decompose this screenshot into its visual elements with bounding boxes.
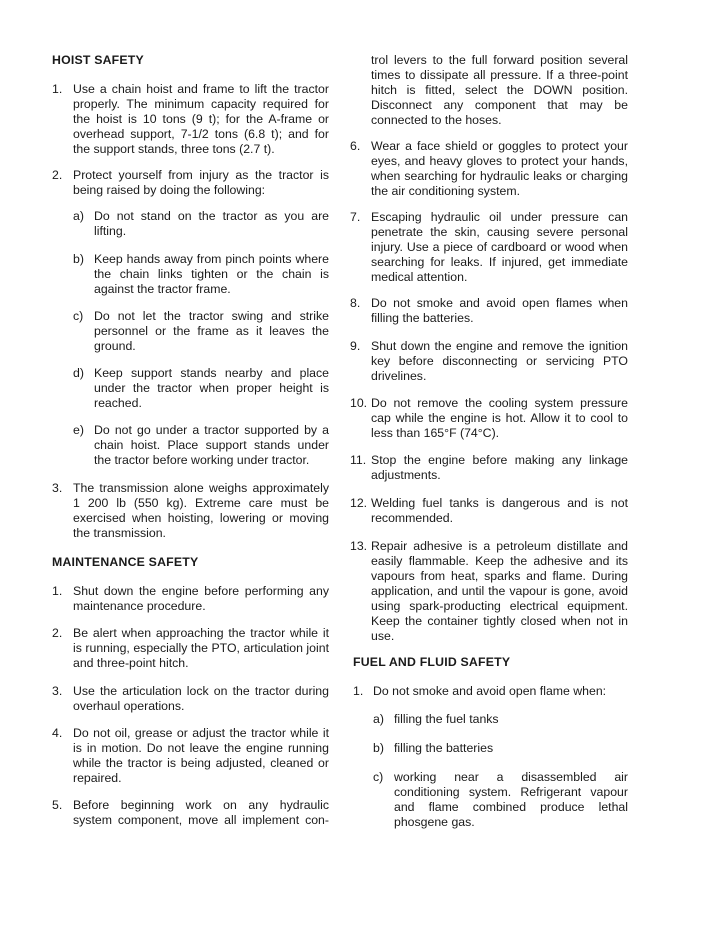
hoist-sub-d-text: Keep support stands nearby and place under the tractor when proper height is reached. — [94, 366, 329, 410]
hoist-item-1-number: 1. — [52, 82, 63, 96]
maint-item-1-number: 1. — [52, 584, 63, 598]
maint-item-10-number: 10. — [350, 396, 368, 410]
fuel-item-1-number: 1. — [353, 684, 364, 698]
hoist-sub-e-label: e) — [73, 423, 84, 437]
maint-item-9-number: 9. — [350, 339, 361, 353]
hoist-sub-c-text: Do not let the tractor swing and strike personnel or the frame as it leaves the ground. — [94, 309, 329, 353]
maint-item-12-number: 12. — [350, 496, 368, 510]
maint-item-3-number: 3. — [52, 684, 63, 698]
maint-item-6-number: 6. — [350, 139, 361, 153]
hoist-sub-b-label: b) — [73, 252, 84, 266]
maint-item-10-text: Do not remove the cooling system pressure cap while the engine is hot. Allow it to cool to less than 165°F (74°C). — [371, 396, 628, 440]
maint-item-5-continued: trol levers to the full forward position several times to dissipate all pressure. If a three-point hitch is fitted, select the DOWN position. Disconnect any component that may be connected to the hoses. — [371, 53, 628, 127]
fuel-sub-c-text: working near a disassembled air conditioning system. Refrigerant vapour and flame combined produce lethal phosgene gas. — [394, 770, 628, 829]
fuel-sub-a-text: filling the fuel tanks — [394, 712, 499, 726]
fuel-item-1-text: Do not smoke and avoid open flame when: — [373, 684, 607, 698]
maint-item-7-text: Escaping hydraulic oil under pressure can penetrate the skin, causing severe personal injury. Use a piece of cardboard or wood when searching for leaks. If injured, get immediate medical attention. — [371, 210, 628, 284]
hoist-sub-b-text: Keep hands away from pinch points where the chain links tighten or the chain is against the tractor frame. — [94, 252, 329, 296]
maint-item-8-number: 8. — [350, 296, 361, 310]
hoist-item-3-text: The transmission alone weighs approximately 1 200 lb (550 kg). Extreme care must be exercised when hoisting, lowering or moving the transmission. — [73, 481, 329, 540]
fuel-sub-b-label: b) — [373, 741, 384, 755]
maint-item-6-text: Wear a face shield or goggles to protect your eyes, and heavy gloves to protect your hands, when searching for hydraulic leaks or charging the air conditioning system. — [371, 139, 628, 198]
hoist-sub-e-text: Do not go under a tractor supported by a chain hoist. Place support stands under the tractor before working under tractor. — [94, 423, 329, 467]
maint-item-5-number: 5. — [52, 798, 63, 812]
hoist-item-3-number: 3. — [52, 481, 63, 495]
maint-item-9-text: Shut down the engine and remove the ignition key before disconnecting or servicing PTO drivelines. — [371, 339, 628, 383]
maint-item-4-number: 4. — [52, 726, 63, 740]
hoist-item-2-number: 2. — [52, 168, 63, 182]
hoist-sub-c-label: c) — [73, 309, 84, 323]
hoist-item-2-text: Protect yourself from injury as the tractor is being raised by doing the following: — [73, 168, 329, 197]
hoist-sub-a-label: a) — [73, 209, 84, 223]
maintenance-safety-heading: MAINTENANCE SAFETY — [52, 555, 199, 569]
maint-item-8-text: Do not smoke and avoid open flames when filling the batteries. — [371, 296, 628, 325]
hoist-item-1-text: Use a chain hoist and frame to lift the tractor properly. The minimum capacity required for the hoist is 10 tons (9 t); for the A-frame or overhead support, 7-1/2 tons (6.8 t); and for the support stands, three tons (2.7 t). — [73, 82, 329, 156]
maint-item-11-text: Stop the engine before making any linkage adjustments. — [371, 453, 628, 482]
fuel-sub-a-label: a) — [373, 712, 384, 726]
hoist-sub-d-label: d) — [73, 366, 84, 380]
maint-item-5-text: Before beginning work on any hydraulic system component, move all implement con- — [73, 798, 329, 827]
maint-item-2-number: 2. — [52, 626, 63, 640]
fuel-fluid-safety-heading: FUEL AND FLUID SAFETY — [353, 655, 511, 669]
maint-item-4-text: Do not oil, grease or adjust the tractor while it is in motion. Do not leave the engine running while the tractor is being adjusted, cleaned or repaired. — [73, 726, 329, 785]
maint-item-12-text: Welding fuel tanks is dangerous and is not recommended. — [371, 496, 628, 525]
maint-item-1-text: Shut down the engine before performing any maintenance procedure. — [73, 584, 329, 613]
fuel-sub-b-text: filling the batteries — [394, 741, 494, 755]
hoist-safety-heading: HOIST SAFETY — [52, 53, 144, 67]
maint-item-3-text: Use the articulation lock on the tractor during overhaul operations. — [73, 684, 329, 713]
maint-item-7-number: 7. — [350, 210, 361, 224]
maint-item-13-text: Repair adhesive is a petroleum distillate and easily flammable. Keep the adhesive and its vapours from heat, sparks and flame. During application, and until the vapour is gone, avoid using spark-producting electrical equipment. Keep the container tightly closed when not in use. — [371, 539, 628, 643]
maint-item-11-number: 11. — [350, 453, 367, 467]
fuel-sub-c-label: c) — [373, 770, 384, 784]
maint-item-13-number: 13. — [350, 539, 368, 553]
maint-item-2-text: Be alert when approaching the tractor while it is running, especially the PTO, articulation joint and three-point hitch. — [73, 626, 329, 670]
hoist-sub-a-text: Do not stand on the tractor as you are lifting. — [94, 209, 329, 238]
